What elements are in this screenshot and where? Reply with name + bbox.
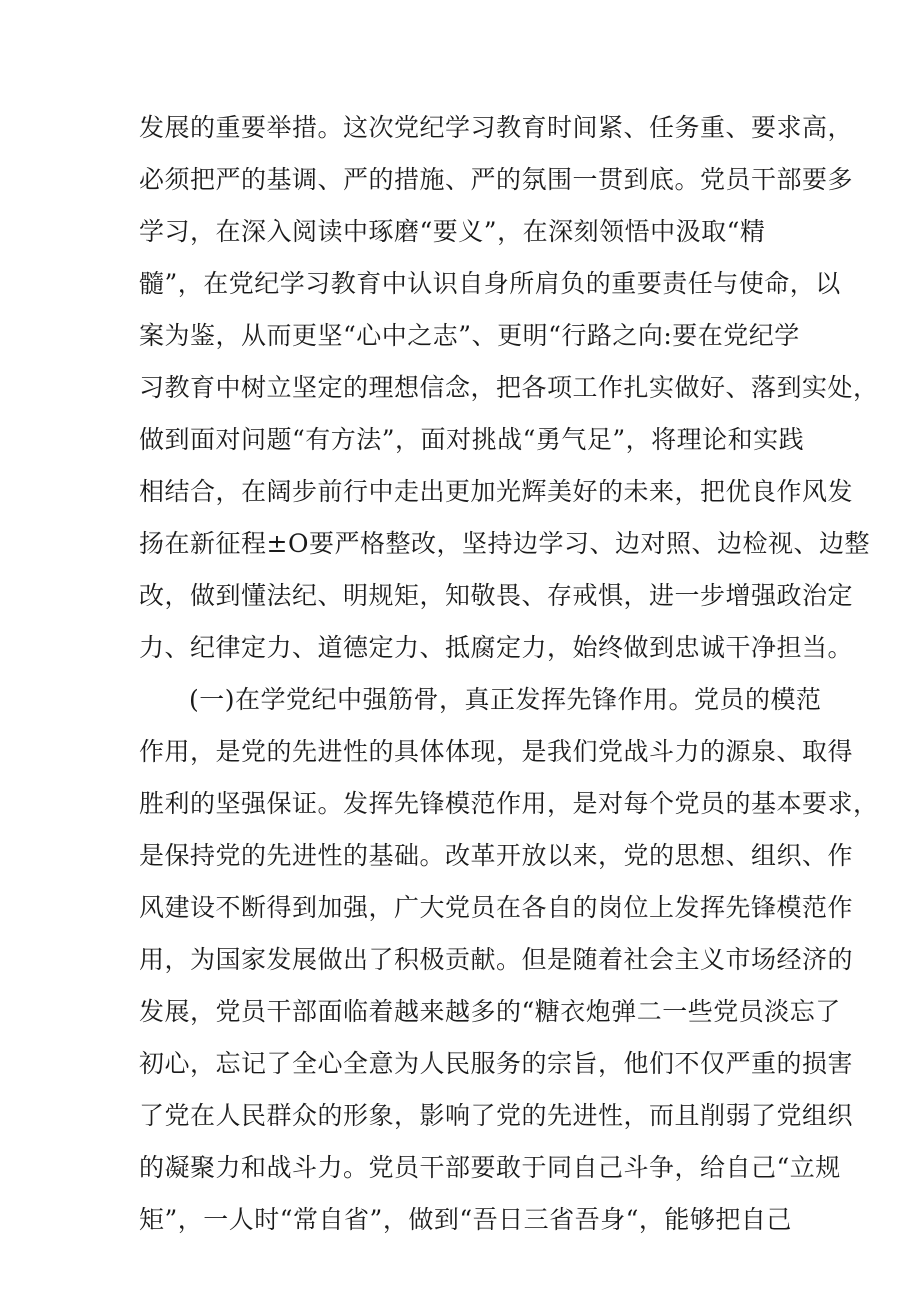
- text-line: 扬在新征程±O要严格整改，坚持边学习、边对照、边检视、边整: [139, 529, 870, 558]
- text-line: 发展的重要举措。这次党纪学习教育时间紧、任务重、要求高，: [139, 113, 854, 142]
- text-line: 矩”，一人时“常自省”，做到“吾日三省吾身“，能够把自己: [139, 1205, 792, 1234]
- text-line: 做到面对问题“有方法”，面对挑战“勇气足”，将理论和实践: [139, 425, 805, 454]
- section-heading-line: (一)在学党纪中强筋骨，真正发挥先锋作用。党员的模范: [189, 685, 822, 714]
- text-line: 髓”，在党纪学习教育中认识自身所肩负的重要责任与使命，以: [139, 269, 841, 298]
- text-line: 力、纪律定力、道德定力、抵腐定力，始终做到忠诚干净担当。: [139, 633, 854, 662]
- text-line: 习教育中树立坚定的理想信念，把各项工作扎实做好、落到实处，: [139, 373, 879, 402]
- text-line: 初心，忘记了全心全意为人民服务的宗旨，他们不仅严重的损害: [139, 1049, 854, 1078]
- text-line: 的凝聚力和战斗力。党员干部要敢于同自己斗争，给自己“立规: [139, 1153, 841, 1182]
- text-line: 相结合，在阔步前行中走出更加光辉美好的未来，把优良作风发: [139, 477, 854, 506]
- text-line: 必须把严的基调、严的措施、严的氛围一贯到底。党员干部要多: [139, 165, 854, 194]
- text-line: 胜利的坚强保证。发挥先锋模范作用，是对每个党员的基本要求，: [139, 789, 879, 818]
- text-line: 作用，是党的先进性的具体体现，是我们党战斗力的源泉、取得: [139, 737, 854, 766]
- text-line: 用，为国家发展做出了积极贡献。但是随着社会主义市场经济的: [139, 945, 854, 974]
- text-line: 是保持党的先进性的基础。改革开放以来，党的思想、组织、作: [139, 841, 854, 870]
- text-line: 了党在人民群众的形象，影响了党的先进性，而且削弱了党组织: [139, 1101, 854, 1130]
- text-line: 改，做到懂法纪、明规矩，知敬畏、存戒惧，进一步增强政治定: [139, 581, 854, 610]
- text-line: 案为鉴，从而更坚“心中之志”、更明“行路之向:要在党纪学: [139, 321, 800, 350]
- text-line: 发展，党员干部面临着越来越多的“糖衣炮弹二一些党员淡忘了: [139, 997, 841, 1026]
- text-line: 风建设不断得到加强，广大党员在各自的岗位上发挥先锋模范作: [139, 893, 854, 922]
- text-line: 学习，在深入阅读中琢磨“要义”，在深刻领悟中汲取“精: [139, 217, 766, 246]
